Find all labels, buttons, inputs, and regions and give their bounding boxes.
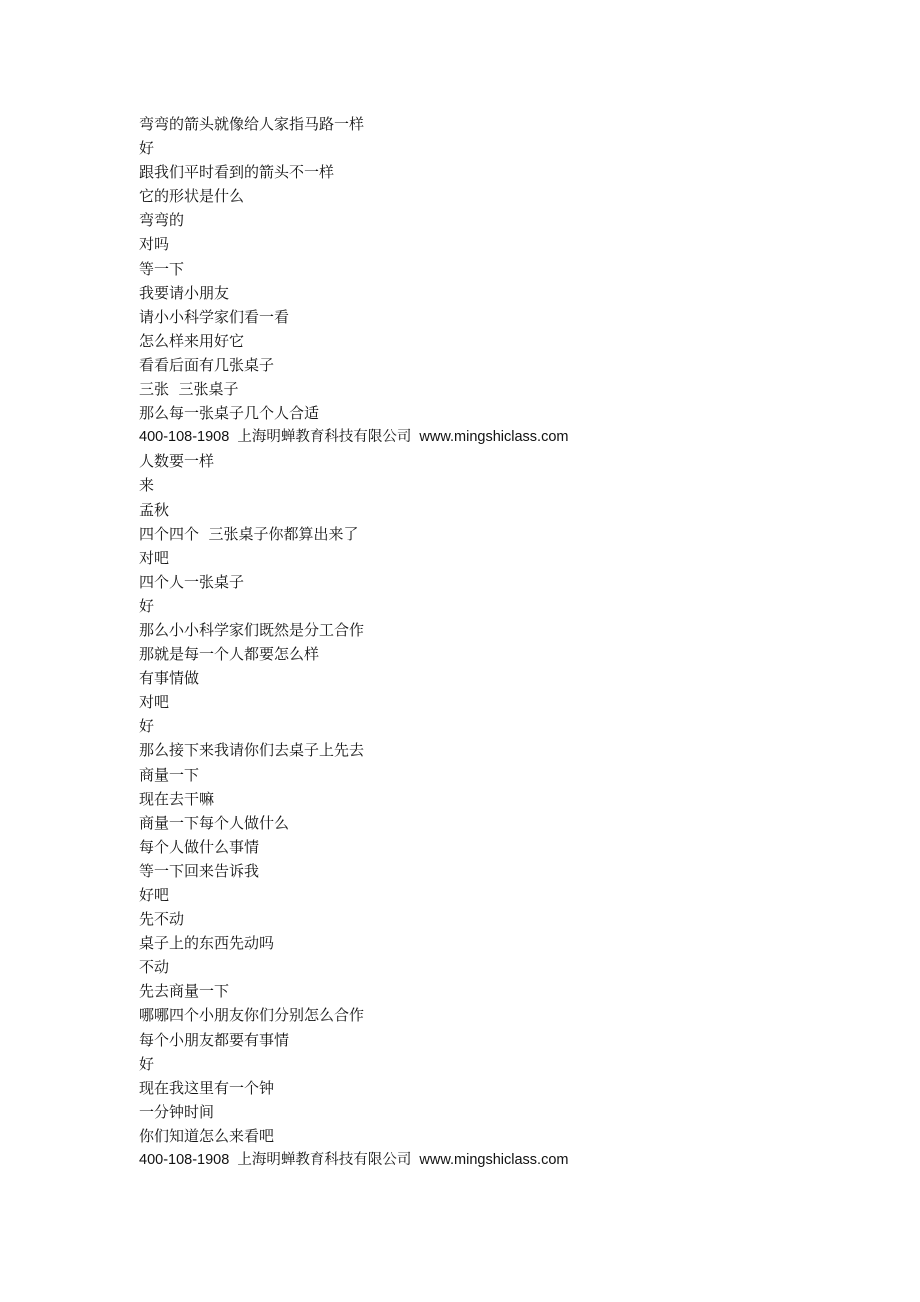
transcript-line: 四个人一张桌子 (139, 572, 245, 591)
transcript-line: 弯弯的箭头就像给人家指马路一样 (139, 115, 365, 133)
transcript-line: 一分钟时间 (139, 1102, 215, 1121)
transcript-line: 好吧 (139, 886, 170, 904)
transcript-line: 现在我这里有一个钟 (139, 1078, 275, 1097)
footer-contact-line: 400-108-1908 上海明蝉教育科技有限公司 www.mingshiclass.com (139, 429, 569, 446)
transcript-line: 哪哪四个小朋友你们分别怎么合作 (139, 1006, 365, 1025)
transcript-line: 好 (139, 139, 155, 158)
transcript-line: 请小小科学家们看一看 (139, 307, 290, 326)
transcript-line: 不动 (139, 958, 170, 977)
transcript-line: 三张 三张桌子 (139, 380, 239, 399)
transcript-line: 好 (139, 1054, 155, 1073)
transcript-line: 对吧 (139, 548, 170, 567)
transcript-line: 对吧 (139, 693, 170, 712)
transcript-line: 那么每一张桌子几个人合适 (139, 404, 320, 423)
transcript-line: 先去商量一下 (139, 982, 230, 1001)
transcript-line: 好 (139, 717, 155, 736)
transcript-line: 对吗 (139, 235, 170, 254)
transcript-line: 来 (139, 476, 155, 495)
transcript-line: 怎么样来用好它 (139, 331, 245, 350)
document-body (139, 112, 839, 1172)
transcript-line: 桌子上的东西先动吗 (139, 934, 275, 953)
transcript-line: 你们知道怎么来看吧 (139, 1126, 275, 1145)
transcript-line: 每个人做什么事情 (139, 837, 260, 856)
transcript-line: 现在去干嘛 (139, 789, 215, 808)
transcript-line: 它的形状是什么 (139, 187, 245, 206)
transcript-line: 那么小小科学家们既然是分工合作 (139, 620, 365, 639)
transcript-line: 等一下回来告诉我 (139, 861, 260, 880)
transcript-line: 先不动 (139, 910, 185, 929)
transcript-line: 有事情做 (139, 669, 200, 688)
transcript-line: 那么接下来我请你们去桌子上先去 (139, 741, 365, 760)
transcript-line: 看看后面有几张桌子 (139, 355, 275, 374)
transcript-line: 等一下 (139, 259, 185, 278)
transcript-line: 人数要一样 (139, 452, 215, 471)
transcript-line: 弯弯的 (139, 211, 185, 230)
footer-contact-line: 400-108-1908 上海明蝉教育科技有限公司 www.mingshiclass.com (139, 1152, 569, 1169)
transcript-line: 孟秋 (139, 500, 170, 519)
transcript-line: 那就是每一个人都要怎么样 (139, 645, 320, 664)
transcript-line: 我要请小朋友 (139, 283, 230, 302)
transcript-line: 好 (139, 596, 155, 615)
transcript-line: 每个小朋友都要有事情 (139, 1030, 290, 1049)
transcript-line: 跟我们平时看到的箭头不一样 (139, 163, 335, 182)
transcript-line: 商量一下每个人做什么 (139, 813, 290, 832)
transcript-line: 商量一下 (139, 765, 200, 784)
transcript-line: 四个四个 三张桌子你都算出来了 (139, 524, 359, 543)
